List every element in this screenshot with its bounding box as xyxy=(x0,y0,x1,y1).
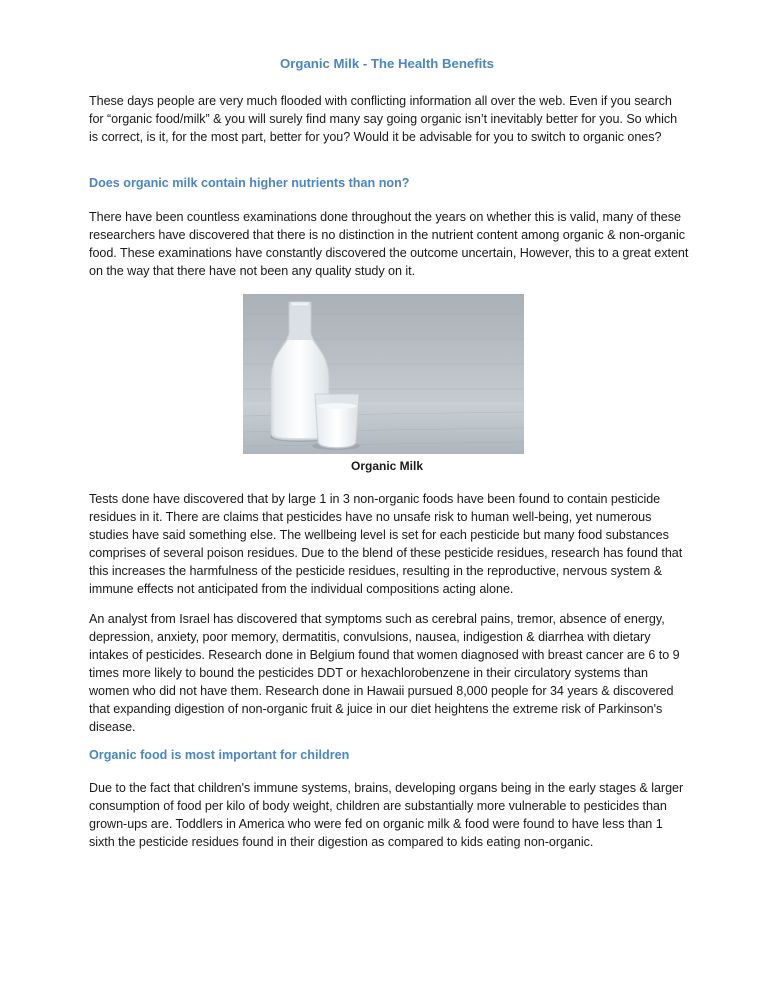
intro-paragraph: These days people are very much flooded with conflicting information all over the web. Even if you search for “organic food/milk” & you will surely find many say going organic isn’t inevitably better for you. So which is correct, is it, for the most part, better for you? Would it be advisable for you to switch to organic ones? xyxy=(89,94,678,144)
image-caption: Organic Milk xyxy=(350,459,424,473)
nutrients-paragraph: There have been countless examinations done throughout the years on whether this is valid, many of these researchers have discovered that there is no distinction in the nutrient content among organic & non-organic food. These examinations have constantly discovered the outcome uncertain, However, this to a great extent on the way that there have not been any quality study on it. xyxy=(89,210,689,278)
children-paragraph: Due to the fact that children's immune systems, brains, developing organs being in the early stages & larger consumption of food per kilo of body weight, children are substantially more vulnerable to pesticides than grown-ups are. Toddlers in America who were fed on organic milk & food were found to have less than 1 sixth the pesticide residues found in their digestion as compared to kids eating non-organic. xyxy=(89,781,684,849)
section-heading-nutrients: Does organic milk contain higher nutrients than non? xyxy=(89,176,410,190)
organic-milk-image xyxy=(243,294,524,454)
page-title: Organic Milk - The Health Benefits xyxy=(280,56,494,71)
symptoms-paragraph: An analyst from Israel has discovered that symptoms such as cerebral pains, tremor, absence of energy, depression, anxiety, poor memory, dermatitis, convulsions, nausea, indigestion & diarrhea with dietary intakes of pesticides. Research done in Belgium found that women diagnosed with breast cancer are 6 to 9 times more likely to bound the pesticides DDT or hexachlorobenzene in their circulatory systems than women who did not have them. Research done in Hawaii pursued 8,000 people for 34 years & discovered that expanding digestion of non-organic fruit & juice in our diet heightens the extreme risk of Parkinson's disease. xyxy=(89,612,680,734)
section-heading-children: Organic food is most important for children xyxy=(89,748,350,762)
pesticide-residue-paragraph: Tests done have discovered that by large 1 in 3 non-organic foods have been found to contain pesticide residues in it. There are claims that pesticides have no unsafe risk to human well-being, yet numerous studies have said something else. The wellbeing level is set for each pesticide but many food substances comprises of several poison residues. Due to the blend of these pesticide residues, research has found that this increases the harmfulness of the pesticide residues, resulting in the reproductive, nervous system & immune effects not anticipated from the individual compositions acting alone. xyxy=(89,492,683,596)
